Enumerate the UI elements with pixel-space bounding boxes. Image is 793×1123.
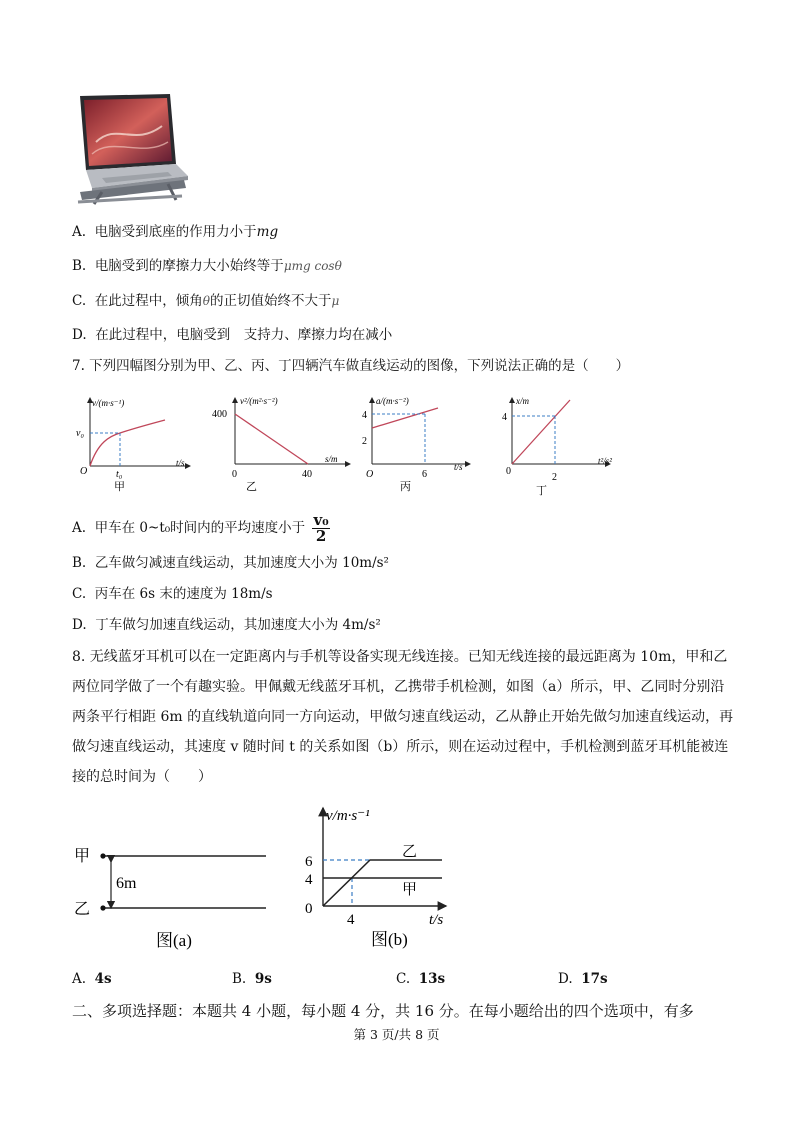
option-text: 电脑受到底座的作用力小于 — [94, 224, 257, 240]
line-yi — [323, 860, 442, 906]
ytick-4-b: 4 — [305, 872, 313, 888]
ytick-400: 400 — [212, 409, 227, 420]
q8-stem-line-2: 两位同学做了一个有趣实验。甲佩戴无线蓝牙耳机，乙携带手机检测，如图（a）所示，甲、乙同时分别沿 — [72, 679, 725, 695]
page-footer: 第 3 页/共 8 页 — [353, 1027, 440, 1042]
math-mu: μ — [331, 294, 340, 308]
section-2-heading: 二、多项选择题：本题共 4 小题，每小题 4 分，共 16 分。在每小题给出的四个选项中，有多 — [72, 1002, 694, 1020]
line-bing — [372, 408, 438, 428]
ylabel-jia: v/(m·s⁻¹) — [92, 398, 125, 408]
ylabel-bing: a/(m·s⁻²) — [376, 396, 409, 406]
q8-figure-b — [296, 798, 456, 958]
xtick-4-b: 4 — [347, 912, 355, 928]
option-label: B. — [232, 971, 247, 987]
graph-yi — [212, 396, 350, 493]
frac-den: 2 — [315, 527, 327, 545]
math-mu-mg-cos: μmg cosθ — [283, 259, 342, 273]
xtick-2-ding: 2 — [552, 472, 557, 483]
q7-option-d — [72, 616, 381, 634]
q8-stem-line-3: 两条平行相距 6m 的直线轨道向同一方向运动，甲做匀速直线运动，乙从静止开始先做匀加速直线运动，再 — [72, 709, 734, 725]
math-mg: mg — [256, 224, 279, 240]
ytick-2: 2 — [362, 436, 367, 447]
option-label: D. — [558, 971, 573, 987]
ytick-4-ding: 4 — [502, 412, 507, 423]
point-jia — [100, 853, 105, 858]
q8-option-c — [396, 970, 445, 988]
caption-b: 图(b) — [371, 930, 408, 949]
option-label: D. — [72, 617, 87, 633]
q7-stem: 7. 下列四幅图分别为甲、乙、丙、丁四辆汽车做直线运动的图像，下列说法正确的是（ ） — [72, 358, 630, 374]
option-text: 丙车在 6s 末的速度为 18m/s — [94, 586, 273, 602]
xlabel-b: t/s — [429, 912, 444, 928]
line-label-jia: 甲 — [402, 882, 418, 898]
fraction-v0-over-2 — [312, 513, 329, 544]
option-text: 乙车做匀减速直线运动，其加速度大小为 10m/s² — [94, 555, 389, 571]
origin-bing: O — [366, 469, 374, 480]
graph-name-yi: 乙 — [246, 481, 257, 493]
q8-option-a — [72, 970, 112, 988]
point-yi — [100, 905, 105, 910]
option-text: 丁车做匀加速直线运动，其加速度大小为 4m/s² — [95, 617, 381, 633]
q7-option-c — [72, 585, 273, 603]
q7-graphs — [70, 392, 630, 500]
q6-option-b — [72, 257, 342, 275]
option-value: 13s — [418, 971, 446, 987]
ytick-4: 4 — [362, 410, 367, 421]
label-jia: 甲 — [74, 848, 91, 865]
laptop-stand-image — [72, 92, 192, 208]
origin-yi: 0 — [232, 469, 237, 480]
xlabel-jia: t/s — [176, 458, 185, 468]
q8-stem-line-4: 做匀速直线运动，其速度 v 随时间 t 的关系如图（b）所示，则在运动过程中，手机检测到蓝牙耳机能被连 — [72, 739, 729, 755]
q8-stem-line-1: 8. 无线蓝牙耳机可以在一定距离内与手机等设备实现无线连接。已知无线连接的最远距离为 10m，甲和乙 — [72, 649, 728, 665]
option-text: 电脑受到的摩擦力大小始终等于 — [94, 258, 284, 274]
ylabel-yi: v²/(m²·s⁻²) — [240, 396, 278, 406]
option-label: C. — [72, 586, 87, 602]
option-label: A. — [72, 971, 87, 987]
ylabel-ding: x/m — [516, 396, 529, 406]
option-text: 甲车在 0~t₀时间内的平均速度小于 — [94, 520, 306, 536]
origin-b: 0 — [305, 901, 313, 917]
label-6m: 6m — [116, 875, 137, 892]
xlabel-bing: t/s — [454, 462, 463, 472]
q8-stem-line-5: 接的总时间为（ ） — [72, 769, 212, 785]
origin-ding: 0 — [506, 466, 511, 477]
xlabel-ding: t²/s² — [598, 456, 612, 466]
option-label: D. — [72, 327, 87, 343]
xtick-40: 40 — [302, 469, 312, 480]
option-value: 9s — [254, 971, 272, 987]
q8-option-d — [558, 970, 608, 988]
graph-ding — [502, 396, 612, 497]
ylabel-b: v/m·s⁻¹ — [326, 808, 370, 824]
xtick-t0: t₀ — [116, 469, 123, 480]
option-label: B. — [72, 555, 87, 571]
option-label: B. — [72, 258, 87, 274]
xtick-6: 6 — [422, 469, 427, 480]
option-label: C. — [72, 293, 87, 309]
option-text: 在此过程中，电脑受到 支持力、摩擦力均在减小 — [95, 327, 393, 343]
option-text: 在此过程中，倾角 — [94, 293, 203, 309]
origin-jia: O — [80, 466, 88, 477]
curve-jia — [90, 420, 165, 466]
q7-option-b — [72, 554, 389, 572]
caption-a: 图(a) — [156, 931, 192, 950]
q8-option-b — [232, 970, 272, 988]
option-label: C. — [396, 971, 411, 987]
graph-name-jia: 甲 — [114, 481, 125, 493]
option-label: A. — [72, 224, 87, 240]
ytick-6: 6 — [305, 854, 313, 870]
q6-option-d — [72, 326, 392, 344]
ytick-v0: v₀ — [76, 428, 84, 439]
q6-option-c — [72, 292, 339, 310]
option-text: 的正切值始终不大于 — [209, 293, 332, 309]
option-label: A. — [72, 520, 87, 536]
math-theta: θ — [202, 294, 210, 308]
label-yi: 乙 — [74, 901, 91, 918]
option-value: 17s — [581, 971, 608, 987]
option-value: 4s — [94, 971, 112, 987]
line-yi — [235, 414, 308, 464]
line-ding — [512, 400, 570, 464]
line-label-yi: 乙 — [402, 844, 418, 860]
xlabel-yi: s/m — [325, 454, 338, 464]
graph-name-ding: 丁 — [536, 485, 547, 497]
graph-bing — [362, 396, 470, 493]
graph-jia — [76, 398, 190, 493]
frac-num: v₀ — [313, 511, 329, 529]
q6-option-a — [72, 223, 278, 241]
q8-figure-a — [70, 838, 280, 958]
graph-name-bing: 丙 — [400, 481, 411, 493]
q7-option-a — [72, 513, 330, 543]
